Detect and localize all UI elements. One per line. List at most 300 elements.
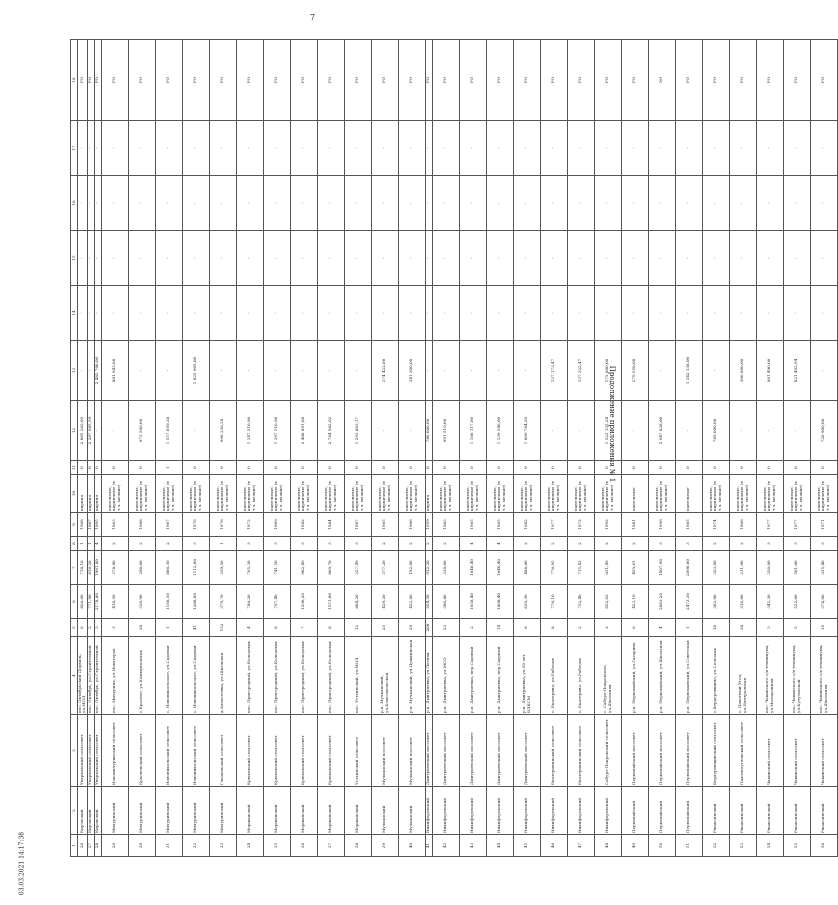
table-cell: - bbox=[371, 286, 398, 341]
table-cell: 33 bbox=[209, 835, 236, 857]
table-cell: - bbox=[729, 286, 756, 341]
table-cell: пос. Мичурина, ул.Новаторов bbox=[101, 637, 128, 715]
table-cell: панельные, кирпичные (в т.ч. мелкие) bbox=[810, 475, 837, 513]
table-cell: 459,61 bbox=[621, 551, 648, 585]
table-cell: - bbox=[236, 286, 263, 341]
table-cell: 2 bbox=[729, 537, 756, 551]
table-cell: 0 bbox=[783, 461, 810, 475]
table-cell: Никифоровский bbox=[459, 787, 486, 835]
table-cell: 1976 bbox=[209, 513, 236, 537]
table-cell: Дмитриевский поссовет bbox=[425, 715, 432, 787]
table-cell: 4 bbox=[459, 537, 486, 551]
table-cell: Кировский bbox=[87, 787, 94, 835]
table-cell: 0 bbox=[486, 461, 513, 475]
table-cell: Мичуринский bbox=[101, 787, 128, 835]
table-cell: Вердеревщинский сельсовет bbox=[702, 715, 729, 787]
table-cell: 44 bbox=[486, 835, 513, 857]
table-cell: 0 bbox=[317, 461, 344, 475]
table-cell: 2 482 700,00 bbox=[94, 341, 101, 401]
table-cell: - bbox=[87, 231, 94, 286]
table-cell: 1968 bbox=[78, 513, 88, 537]
table-cell: пос. Октябрьский Дорвиль, ул.МОЛ bbox=[78, 637, 88, 715]
table-cell: р.п. Первомайский, ул.Советская bbox=[675, 637, 702, 715]
table-cell: 2 bbox=[540, 537, 567, 551]
header-cell: 8 bbox=[71, 537, 78, 551]
table-row bbox=[263, 40, 290, 857]
table-cell: - bbox=[459, 231, 486, 286]
table-cell: 0 bbox=[398, 461, 425, 475]
table-cell: 4 bbox=[94, 537, 101, 551]
table-cell: 990 236,38 bbox=[209, 401, 236, 461]
table-cell: 300 000,00 bbox=[729, 341, 756, 401]
table-cell: 2 005 262,09 bbox=[78, 401, 88, 461]
table-cell: панельные, кирпичные (в т.ч. мелкие) bbox=[155, 475, 182, 513]
table-cell: - bbox=[783, 176, 810, 231]
table-cell: 1007,90 bbox=[648, 551, 675, 585]
table-cell: 1968 bbox=[128, 513, 155, 537]
header-cell: 1 bbox=[71, 835, 78, 857]
table-cell: - bbox=[209, 286, 236, 341]
header-cell: 2 bbox=[71, 787, 78, 835]
table-cell: 38 bbox=[344, 835, 371, 857]
table-cell: 53 bbox=[729, 835, 756, 857]
table-cell: 0 bbox=[87, 461, 94, 475]
table-cell: 29 bbox=[398, 619, 425, 637]
table-cell: 380,80 bbox=[432, 585, 459, 619]
table-cell: панельные, кирпичные (в т.ч. мелкие) bbox=[594, 475, 621, 513]
table-cell: - bbox=[398, 231, 425, 286]
table-cell: - bbox=[756, 231, 783, 286]
table-cell: - bbox=[459, 341, 486, 401]
table-cell: - bbox=[540, 231, 567, 286]
table-cell: РО bbox=[486, 40, 513, 121]
table-cell: Уварковский сельсовет bbox=[94, 715, 101, 787]
table-cell: - bbox=[371, 176, 398, 231]
table-cell: 3 bbox=[648, 537, 675, 551]
table-cell: - bbox=[675, 121, 702, 176]
table-cell: 2 bbox=[425, 537, 432, 551]
table-cell: Новоникольский сельсовет bbox=[182, 715, 209, 787]
table-cell: 0 bbox=[729, 461, 756, 475]
table-cell: - bbox=[78, 231, 88, 286]
table-cell: Никифоровский bbox=[486, 787, 513, 835]
table-cell: 821 492,94 bbox=[783, 341, 810, 401]
table-cell: 3 bbox=[344, 537, 371, 551]
table-cell: 2 bbox=[371, 537, 398, 551]
table-cell: 14 bbox=[486, 619, 513, 637]
table-cell: - bbox=[78, 286, 88, 341]
table-cell: 7 bbox=[290, 619, 317, 637]
table-cell: 32 bbox=[182, 835, 209, 857]
table-cell: - bbox=[317, 341, 344, 401]
table-cell: 192,00 bbox=[398, 551, 425, 585]
table-cell: - bbox=[182, 401, 209, 461]
table-cell: 19 bbox=[810, 619, 837, 637]
table-cell: - bbox=[128, 121, 155, 176]
table-cell: 639,30 bbox=[513, 585, 540, 619]
table-cell: - bbox=[810, 341, 837, 401]
table-cell: - bbox=[209, 231, 236, 286]
table-cell: - bbox=[209, 176, 236, 231]
table-cell: - bbox=[398, 286, 425, 341]
table-cell: Моршанский bbox=[317, 787, 344, 835]
table-cell: 1640,40 bbox=[486, 551, 513, 585]
table-cell: РО bbox=[87, 40, 94, 121]
table-row bbox=[594, 40, 621, 857]
table-cell: Екатерининский сельсовет bbox=[567, 715, 594, 787]
table-cell: 56 bbox=[810, 835, 837, 857]
table-cell: р.п. Дмитриевка, ул.Лесная bbox=[425, 637, 432, 715]
table-cell: - bbox=[783, 121, 810, 176]
table-cell: 0 bbox=[425, 461, 432, 475]
table-cell: Дмитриевский поссовет bbox=[486, 715, 513, 787]
table-cell: - bbox=[648, 231, 675, 286]
table-cell: РО bbox=[209, 40, 236, 121]
table-cell: 0 bbox=[540, 461, 567, 475]
header-cell: 14 bbox=[71, 286, 78, 341]
table-cell: РО bbox=[702, 40, 729, 121]
table-cell: 869,70 bbox=[317, 551, 344, 585]
table-cell: Дмитриевский поссовет bbox=[432, 715, 459, 787]
table-cell: 1 397 510,90 bbox=[263, 401, 290, 461]
table-cell: панельные, кирпичные (в т.ч. мелкие) bbox=[486, 475, 513, 513]
header-cell: 9 bbox=[71, 513, 78, 537]
table-cell: 3 bbox=[810, 537, 837, 551]
table-cell: д.Алексеевка, ул.Школьная bbox=[209, 637, 236, 715]
table-cell: 1976 bbox=[182, 513, 209, 537]
table-cell: - bbox=[594, 121, 621, 176]
registry-table bbox=[70, 39, 838, 857]
table-cell: Первомайский bbox=[675, 787, 702, 835]
table-cell: 3 bbox=[756, 537, 783, 551]
table-cell: - bbox=[263, 231, 290, 286]
table-cell: Уварковский сельсовет bbox=[78, 715, 88, 787]
table-cell: 0 bbox=[621, 461, 648, 475]
table-cell: Мучкапский поссовет bbox=[398, 715, 425, 787]
table-cell: 881 943,00 bbox=[101, 341, 128, 401]
table-cell: РО bbox=[344, 40, 371, 121]
table-cell: - bbox=[756, 121, 783, 176]
table-cell: - bbox=[756, 176, 783, 231]
table-cell: РО bbox=[783, 40, 810, 121]
table-cell: 39 bbox=[371, 835, 398, 857]
table-cell: 3 bbox=[263, 537, 290, 551]
table-cell: 3 bbox=[101, 619, 128, 637]
table-cell: - bbox=[810, 176, 837, 231]
table-cell: с. Пахотный Угол, ул.Центральная bbox=[729, 637, 756, 715]
table-cell: 8 bbox=[263, 619, 290, 637]
table-row bbox=[621, 40, 648, 857]
table-cell: 1 bbox=[78, 537, 88, 551]
table-cell: 362,00 bbox=[702, 585, 729, 619]
table-cell: 1 139 546,00 bbox=[486, 401, 513, 461]
table-cell: Дмитриевский поссовет bbox=[513, 715, 540, 787]
table-cell: РО bbox=[263, 40, 290, 121]
table-cell: - bbox=[648, 121, 675, 176]
table-cell: - bbox=[101, 401, 128, 461]
table-cell: 1977 bbox=[756, 513, 783, 537]
header-cell: 5 bbox=[71, 619, 78, 637]
table-cell: Мучкапский bbox=[371, 787, 398, 835]
table-cell: - bbox=[567, 121, 594, 176]
table-cell: - bbox=[94, 121, 101, 176]
table-cell: 912,20 bbox=[425, 551, 432, 585]
table-cell: 378,00 bbox=[810, 585, 837, 619]
header-cell: 18 bbox=[71, 40, 78, 121]
table-cell: - bbox=[87, 341, 94, 401]
table-cell: 0 bbox=[702, 461, 729, 475]
table-cell: панельные, кирпичные (в т.ч. мелкие) bbox=[101, 475, 128, 513]
table-cell: 1 557 059,38 bbox=[155, 401, 182, 461]
table-cell: р.п. Дмитриевка, пер.Садовый bbox=[459, 637, 486, 715]
table-cell: - bbox=[648, 341, 675, 401]
table-cell: 0 bbox=[236, 461, 263, 475]
table-cell: Екатерининский сельсовет bbox=[540, 715, 567, 787]
table-cell: - bbox=[87, 286, 94, 341]
table-cell: 501,00 bbox=[783, 551, 810, 585]
table-cell: 2 bbox=[594, 619, 621, 637]
header-row bbox=[71, 40, 78, 857]
table-cell: панельные, кирпичные (в т.ч. мелкие) bbox=[432, 475, 459, 513]
table-cell: 5 bbox=[783, 619, 810, 637]
table-cell: 532,00 bbox=[783, 585, 810, 619]
table-cell: 1987 bbox=[344, 513, 371, 537]
table-cell: 47 bbox=[567, 835, 594, 857]
table-cell: РО bbox=[182, 40, 209, 121]
table-cell: 49 bbox=[621, 835, 648, 857]
table-cell: 1963 bbox=[101, 513, 128, 537]
table-cell: - bbox=[155, 121, 182, 176]
table-cell: 2 784 962,02 bbox=[317, 401, 344, 461]
table-cell: РО bbox=[371, 40, 398, 121]
table-cell: 1974 bbox=[702, 513, 729, 537]
table-cell: 48 bbox=[594, 835, 621, 857]
table-cell: панельные, кирпичные (в т.ч. мелкие) bbox=[702, 475, 729, 513]
table-cell: 8 bbox=[540, 619, 567, 637]
table-cell: - bbox=[513, 286, 540, 341]
table-cell: - bbox=[783, 286, 810, 341]
table-cell: - bbox=[290, 176, 317, 231]
table-cell: панельные bbox=[621, 475, 648, 513]
table-row bbox=[128, 40, 155, 857]
table-cell: 1965 bbox=[459, 513, 486, 537]
table-cell: с. Екатерино, ул.Рабочая bbox=[567, 637, 594, 715]
table-cell: 0 bbox=[182, 461, 209, 475]
table-cell: - bbox=[432, 176, 459, 231]
table-cell: РО bbox=[675, 40, 702, 121]
header-cell: 11 bbox=[71, 461, 78, 475]
table-cell: Мучкапский bbox=[398, 787, 425, 835]
table-cell: 40 bbox=[398, 835, 425, 857]
table-cell: - bbox=[675, 401, 702, 461]
table-cell: Кировский bbox=[94, 787, 101, 835]
table-cell: с. Сабуро-Покровское, ул.Школьная bbox=[594, 637, 621, 715]
table-cell: - bbox=[398, 176, 425, 231]
table-cell: РО bbox=[567, 40, 594, 121]
table-cell: РО bbox=[290, 40, 317, 121]
table-cell: р.п. Первомайский, ул.Гагарина bbox=[621, 637, 648, 715]
table-cell: РО bbox=[459, 40, 486, 121]
table-cell: 652,02 bbox=[594, 585, 621, 619]
continuation-title: Продолжение приложения № 1 bbox=[608, 365, 616, 483]
table-cell: - bbox=[94, 401, 101, 461]
table-cell: РО bbox=[78, 40, 88, 121]
table-cell: - bbox=[398, 121, 425, 176]
table-cell: - bbox=[78, 121, 88, 176]
table-cell: 1658,40 bbox=[459, 585, 486, 619]
table-cell: Первомайский bbox=[648, 787, 675, 835]
table-cell: Первомайский поссовет bbox=[621, 715, 648, 787]
table-cell: - bbox=[236, 121, 263, 176]
table-cell: пос. Пригородный, ул.Кольцевая bbox=[236, 637, 263, 715]
table-cell: 378,80 bbox=[101, 551, 128, 585]
table-cell: - bbox=[702, 176, 729, 231]
header-cell: 10 bbox=[71, 475, 78, 513]
table-row bbox=[432, 40, 459, 857]
table-row bbox=[94, 40, 101, 857]
table-cell: 27 bbox=[87, 835, 94, 857]
table-cell: 1992 bbox=[594, 513, 621, 537]
table-cell: 1965 bbox=[371, 513, 398, 537]
rows-body bbox=[78, 40, 838, 857]
table-cell: 954,50 bbox=[425, 585, 432, 619]
table-cell: - bbox=[621, 176, 648, 231]
table-cell: Уварковский сельсовет bbox=[87, 715, 94, 787]
table-cell: - bbox=[425, 286, 432, 341]
table-cell: РО bbox=[621, 40, 648, 121]
table-cell: 2 bbox=[432, 537, 459, 551]
table-cell: - bbox=[648, 176, 675, 231]
table-cell: - bbox=[87, 121, 94, 176]
table-cell: - bbox=[513, 231, 540, 286]
header-cell: 3 bbox=[71, 715, 78, 787]
table-cell: 786,20 bbox=[236, 585, 263, 619]
table-cell: 1 166 117,00 bbox=[459, 401, 486, 461]
table-cell: - bbox=[155, 341, 182, 401]
table-cell: - bbox=[621, 401, 648, 461]
table-cell: 12 bbox=[344, 619, 371, 637]
table-cell: панельные, кирпичные (в т.ч. мелкие) bbox=[729, 475, 756, 513]
table-cell: 290,00 bbox=[128, 551, 155, 585]
table-cell: Пахотноугловский сельсовет bbox=[729, 715, 756, 787]
table-cell: 8 bbox=[513, 619, 540, 637]
header-cell: 16 bbox=[71, 176, 78, 231]
table-cell: РО bbox=[398, 40, 425, 121]
table-cell: 2 bbox=[398, 537, 425, 551]
table-cell: РО bbox=[594, 40, 621, 121]
table-cell: пос. Октябрь, ул.Строительной bbox=[87, 637, 94, 715]
table-row bbox=[486, 40, 513, 857]
table-cell: 34 bbox=[236, 835, 263, 857]
table-cell: пос. Чакинского с/х техникума, ул.Кутузовской bbox=[783, 637, 810, 715]
table-cell: Крюковский сельсовет bbox=[317, 715, 344, 787]
table-cell: - bbox=[621, 121, 648, 176]
table-cell: пос. Чакинского с/х техникума, ул.Школьная bbox=[810, 637, 837, 715]
table-row bbox=[87, 40, 94, 857]
table-cell: 1 bbox=[675, 619, 702, 637]
table-cell: 338,00 bbox=[432, 551, 459, 585]
table-cell: 46 bbox=[540, 835, 567, 857]
table-cell: 1959 bbox=[425, 513, 432, 537]
table-cell: 2 bbox=[87, 619, 94, 637]
table-cell: - bbox=[567, 286, 594, 341]
table-cell: Мичуринский bbox=[182, 787, 209, 835]
table-cell: 36 bbox=[128, 619, 155, 637]
table-cell: панельные, кирпичные (в т.ч. мелкие) bbox=[567, 475, 594, 513]
table-cell: 1 523 135,24 bbox=[594, 401, 621, 461]
table-cell: - bbox=[128, 176, 155, 231]
table-cell: РО bbox=[729, 40, 756, 121]
table-cell: 1995 bbox=[94, 513, 101, 537]
table-cell: 55 bbox=[783, 835, 810, 857]
table-row bbox=[101, 40, 128, 857]
table-cell: - bbox=[594, 176, 621, 231]
table-cell: Первомайский поссовет bbox=[675, 715, 702, 787]
table-cell: 38 bbox=[729, 619, 756, 637]
table-cell: 715,43 bbox=[567, 551, 594, 585]
table-cell: Сабуро-Покровский сельсовет bbox=[594, 715, 621, 787]
table-cell: - bbox=[756, 401, 783, 461]
table-cell: Никифоровский bbox=[594, 787, 621, 835]
table-cell: - bbox=[290, 341, 317, 401]
table-cell: 1 609 764,29 bbox=[513, 401, 540, 461]
table-row bbox=[675, 40, 702, 857]
table-cell: 1551,00 bbox=[317, 585, 344, 619]
table-cell: 2 bbox=[459, 619, 486, 637]
table-cell: 1971 bbox=[810, 513, 837, 537]
table-cell: 0 bbox=[78, 461, 88, 475]
table-cell: панельные, кирпичные (в т.ч. мелкие) bbox=[209, 475, 236, 513]
table-cell: 10 bbox=[702, 619, 729, 637]
table-cell: р.п. Дмитриевка, ул.МСО bbox=[432, 637, 459, 715]
table-cell: - bbox=[344, 176, 371, 231]
table-cell: - bbox=[540, 286, 567, 341]
table-cell: Крюковский сельсовет bbox=[263, 715, 290, 787]
table-cell: 2 bbox=[567, 537, 594, 551]
table-cell: 26 bbox=[78, 835, 88, 857]
table-cell: Моршанский bbox=[290, 787, 317, 835]
table-cell: - bbox=[371, 401, 398, 461]
table-cell: кирпич bbox=[87, 475, 94, 513]
table-cell: р.п. Дмитриевка, пер.Садовый bbox=[486, 637, 513, 715]
table-cell: РО bbox=[513, 40, 540, 121]
table-cell: Мичуринский bbox=[209, 787, 236, 835]
table-cell: 379,70 bbox=[209, 585, 236, 619]
table-row bbox=[425, 40, 432, 857]
table-cell: 1982 bbox=[513, 513, 540, 537]
table-cell: 1984 bbox=[317, 513, 344, 537]
table-cell: 1972 bbox=[236, 513, 263, 537]
table-cell: - bbox=[783, 231, 810, 286]
table-row bbox=[155, 40, 182, 857]
table-cell: Ржаксинский bbox=[756, 787, 783, 835]
table-cell: 51 bbox=[675, 835, 702, 857]
table-cell: 52 bbox=[702, 835, 729, 857]
table-cell: - bbox=[344, 121, 371, 176]
header-cell: 17 bbox=[71, 121, 78, 176]
table-cell: 152 bbox=[209, 619, 236, 637]
table-cell: РО bbox=[128, 40, 155, 121]
table-cell: Чакинский сельсовет bbox=[756, 715, 783, 787]
table-cell: 0 bbox=[594, 461, 621, 475]
table-cell: - bbox=[209, 341, 236, 401]
table-cell: 8 bbox=[317, 619, 344, 637]
table-cell: - bbox=[101, 176, 128, 231]
table-cell: 2083,20 bbox=[648, 585, 675, 619]
table-cell: Глазковский сельсовет bbox=[209, 715, 236, 787]
table-cell: 211,00 bbox=[729, 551, 756, 585]
table-cell: - bbox=[182, 176, 209, 231]
